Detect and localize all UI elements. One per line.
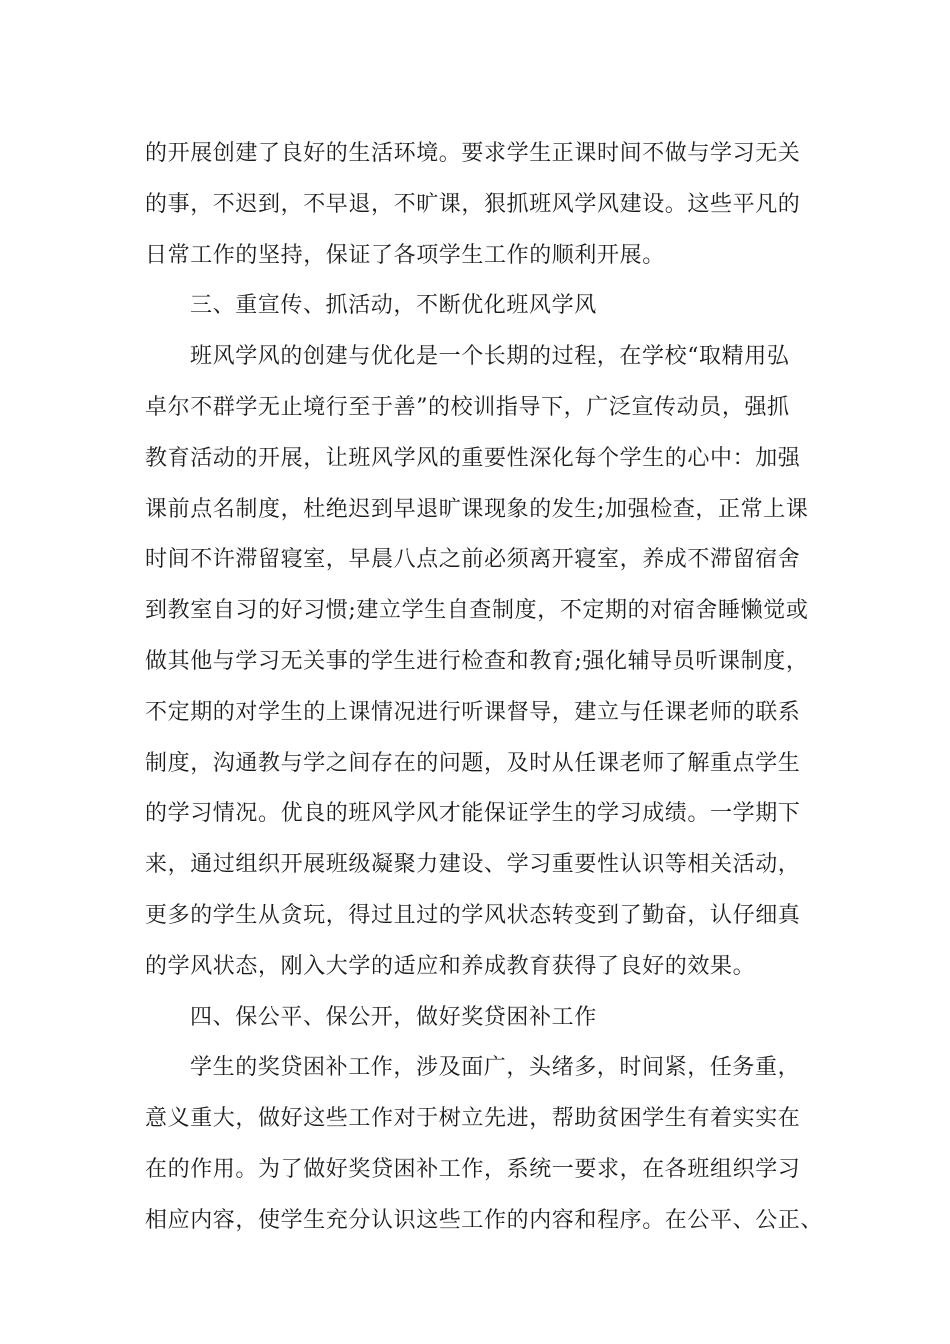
text-line: 来，通过组织开展班级凝聚力建设、学习重要性认识等相关活动，: [145, 852, 801, 878]
text-line: 做其他与学习无关事的学生进行检查和教育;强化辅导员听课制度，: [145, 648, 809, 674]
text-line: 的事，不迟到，不早退，不旷课，狠抓班风学风建设。这些平凡的: [145, 191, 801, 217]
section-heading-4: 四、保公平、保公开，做好奖贷困补工作: [190, 1004, 597, 1030]
text-line: 的学习情况。优良的班风学风才能保证学生的学习成绩。一学期下: [145, 801, 801, 827]
text-line: 到教室自习的好习惯;建立学生自查制度，不定期的对宿舍睡懒觉或: [145, 598, 809, 624]
text-line: 的学风状态，刚入大学的适应和养成教育获得了良好的效果。: [145, 953, 756, 979]
text-line: 课前点名制度，杜绝迟到早退旷课现象的发生;加强检查，正常上课: [145, 496, 809, 522]
text-line: 意义重大，做好这些工作对于树立先进，帮助贫困学生有着实实在: [145, 1106, 801, 1132]
paragraph-start: 班风学风的创建与优化是一个长期的过程，在学校“取精用弘: [190, 344, 790, 370]
text-line: 的开展创建了良好的生活环境。要求学生正课时间不做与学习无关: [145, 141, 801, 166]
text-line: 不定期的对学生的上课情况进行听课督导，建立与任课老师的联系: [145, 699, 801, 725]
text-line: 制度，沟通教与学之间存在的问题，及时从任课老师了解重点学生: [145, 750, 801, 776]
text-line: 日常工作的坚持，保证了各项学生工作的顺利开展。: [145, 242, 665, 268]
text-line: 相应内容，使学生充分认识这些工作的内容和程序。在公平、公正、: [145, 1207, 824, 1233]
document-body: [145, 129, 825, 1247]
paragraph-start: 学生的奖贷困补工作，涉及面广，头绪多，时间紧，任务重，: [190, 1055, 801, 1081]
text-line: 在的作用。为了做好奖贷困补工作，系统一要求，在各班组织学习: [145, 1156, 801, 1182]
section-heading-3: 三、重宣传、抓活动，不断优化班风学风: [190, 293, 597, 319]
text-line: 时间不许滞留寝室，早晨八点之前必须离开寝室，养成不滞留宿舍: [145, 547, 801, 573]
text-line: 更多的学生从贪玩，得过且过的学风状态转变到了勤奋，认仔细真: [145, 902, 801, 928]
text-line: 教育活动的开展，让班风学风的重要性深化每个学生的心中：加强: [145, 445, 801, 471]
text-line: 卓尔不群学无止境行至于善”的校训指导下，广泛宣传动员，强抓: [145, 394, 790, 420]
